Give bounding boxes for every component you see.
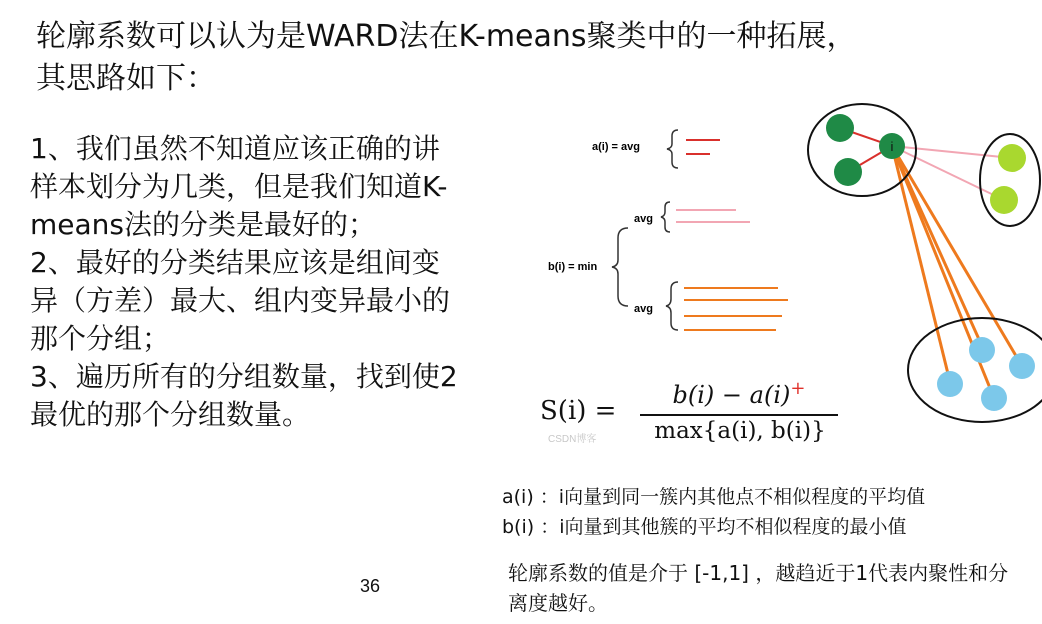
points-line: 那个分组； bbox=[30, 322, 171, 355]
cluster-c-point bbox=[1009, 353, 1035, 379]
points-line: means法的分类是最好的； bbox=[30, 208, 376, 241]
a-brace bbox=[667, 130, 678, 168]
avg-brace-bottom bbox=[666, 282, 678, 330]
cluster-b-point bbox=[990, 186, 1018, 214]
avg-brace-top bbox=[661, 202, 670, 232]
cluster-b-point bbox=[998, 144, 1026, 172]
formula-denominator: max{a(i), b(i)} bbox=[654, 418, 826, 444]
b-brace bbox=[612, 228, 628, 306]
orange-links bbox=[892, 146, 1022, 398]
cluster-a-point bbox=[834, 158, 862, 186]
avg-label-bottom: avg bbox=[634, 303, 653, 315]
a-label: a(i) = avg bbox=[592, 141, 640, 153]
definition-a: a(i) ：i向量到同一簇内其他点不相似程度的平均值 bbox=[502, 486, 926, 508]
distance-legend-diagram bbox=[540, 110, 800, 350]
slide-heading bbox=[36, 16, 1016, 100]
formula-plus: + bbox=[790, 378, 806, 399]
formula-numerator bbox=[644, 378, 834, 409]
definitions bbox=[502, 482, 1032, 542]
definition-b: b(i) ：i向量到其他簇的平均不相似程度的最小值 bbox=[502, 516, 907, 538]
formula-numerator-text: b(i) − a(i) bbox=[672, 381, 791, 409]
page-number: 36 bbox=[360, 576, 381, 596]
fraction-bar bbox=[640, 414, 838, 416]
watermark: CSDN博客 bbox=[548, 434, 597, 445]
cluster-a-point bbox=[826, 114, 854, 142]
formula-lhs: S(i) = bbox=[540, 396, 617, 426]
point-i-label: i bbox=[890, 139, 894, 154]
cluster-c-point bbox=[937, 371, 963, 397]
points-line: 样本划分为几类，但是我们知道K- bbox=[30, 170, 448, 203]
points-line: 异（方差）最大、组内变异最小的 bbox=[30, 284, 451, 317]
conclusion-text: 轮廓系数的值是介于 [-1,1] ，越趋近于1代表内聚性和分离度越好。 bbox=[508, 561, 1009, 615]
points-line: 1、我们虽然不知道应该正确的讲 bbox=[30, 132, 440, 165]
points-line: 3、遍历所有的分组数量，找到使2 bbox=[30, 360, 458, 393]
heading-line-1: 轮廓系数可以认为是WARD法在K-means聚类中的一种拓展， bbox=[36, 19, 857, 54]
b-label: b(i) = min bbox=[548, 261, 598, 273]
heading-line-2: 其思路如下： bbox=[36, 61, 216, 96]
cluster-c-point bbox=[981, 385, 1007, 411]
points-list bbox=[30, 130, 510, 434]
points-line: 2、最好的分类结果应该是组间变 bbox=[30, 246, 440, 279]
points-line: 最优的那个分组数量。 bbox=[30, 398, 311, 431]
avg-label-top: avg bbox=[634, 213, 653, 225]
cluster-c-point bbox=[969, 337, 995, 363]
